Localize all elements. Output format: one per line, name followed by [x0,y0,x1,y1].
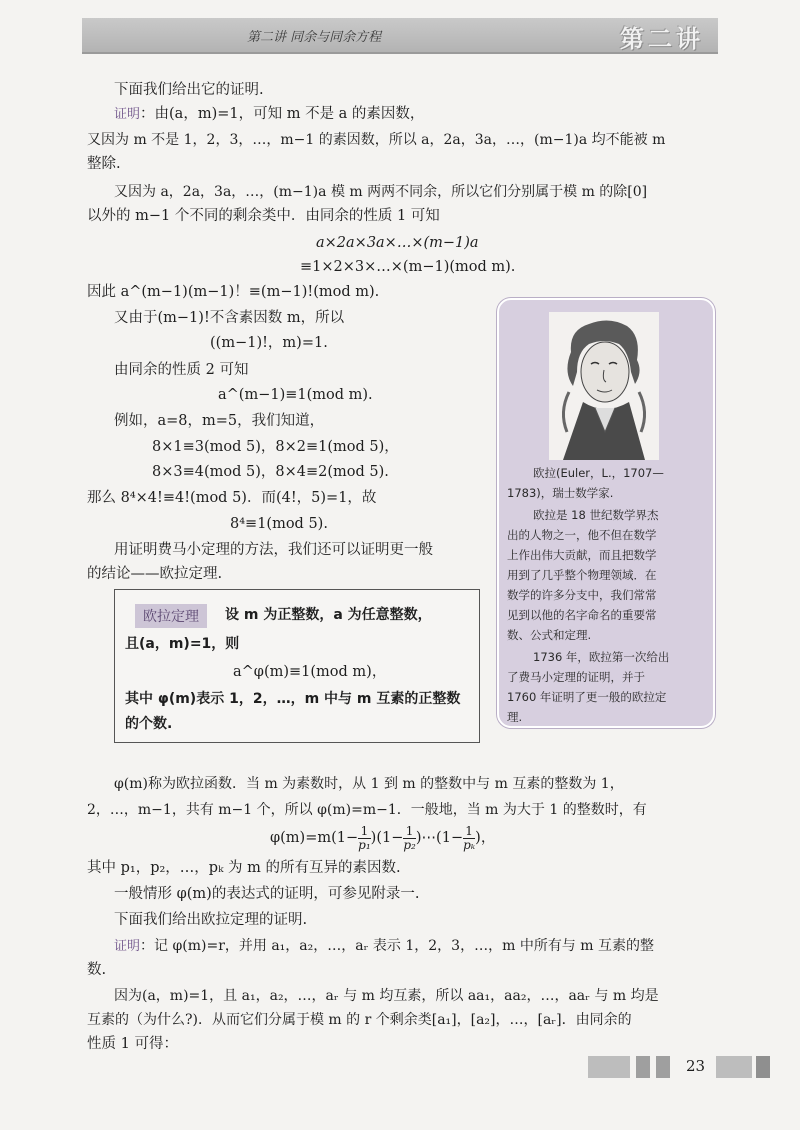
theorem-line: 的个数. [125,716,173,732]
sidebar-text: 理. [507,710,523,724]
denominator: pₖ [463,837,476,852]
proof-label: 证明 [114,939,141,954]
sidebar-text: 欧拉(Euler，L.，1707— [533,466,664,480]
formula-term: 1− [441,830,464,846]
text-line: 数. [87,962,107,978]
text-line: 由同余的性质 2 可知 [114,362,249,378]
sidebar-text: 1736 年，欧拉第一次给出 [533,650,670,664]
formula-term: 1− [336,830,359,846]
header-title: 第二讲 同余与同余方程 [247,30,382,45]
sidebar-text: 见到以他的名字命名的重要常 [507,608,657,622]
text-line: 因此 a^(m−1)(m−1)！≡(m−1)!(mod m). [87,284,380,300]
formula-line: ≡1×2×3×…×(m−1)(mod m). [300,259,516,275]
formula-term: 1− [382,830,404,846]
theorem-line: 其中 φ(m)表示 1，2，…，m 中与 m 互素的正整数 [125,691,461,707]
text-line: 互素的（为什么?)．从而它们分属于模 m 的 r 个剩余类[a₁]，[a₂]，…，[aᵣ]．由同余的 [87,1012,632,1028]
sidebar-text: 数学的许多分支中，我们常常 [507,588,657,602]
fraction [403,825,416,852]
formula-line: a^(m−1)≡1(mod m). [218,387,373,403]
theorem-formula: a^φ(m)≡1(mod m)， [233,664,387,680]
formula-line: ((m−1)!，m)=1. [210,335,328,351]
text-line: φ(m)称为欧拉函数．当 m 为素数时，从 1 到 m 的整数中与 m 互素的整数为 1， [114,776,624,792]
text-line: 例如，a=8，m=5，我们知道， [114,413,325,429]
footer-bar [636,1056,650,1078]
text-line: 下面我们给出它的证明. [114,82,264,98]
theorem-box [114,589,480,743]
sidebar-text: 欧拉是 18 世纪数学界杰 [533,508,659,522]
sidebar-text: 1783)，瑞士数学家. [507,486,614,500]
text-line: 又由于(m−1)!不含素因数 m，所以 [114,310,345,326]
sidebar-text: 用到了几乎整个物理领域．在 [507,568,657,582]
theorem-tag: 欧拉定理 [135,604,207,628]
text-line: 的结论——欧拉定理. [87,566,223,582]
euler-portrait [549,312,659,460]
sidebar-text: 数、公式和定理. [507,628,592,642]
sidebar-text: 1760 年证明了更一般的欧拉定 [507,690,667,704]
text-line: 以外的 m−1 个不同的剩余类中．由同余的性质 1 可知 [87,208,440,224]
page-header [82,18,718,54]
text-line: 整除. [87,156,121,172]
fraction [358,825,371,852]
denominator: p₂ [403,837,416,852]
text-line: 其中 p₁，p₂，…，pₖ 为 m 的所有互异的素因数. [87,860,401,876]
euler-sidebar [497,298,715,728]
text-line: 因为(a，m)=1，且 a₁，a₂，…，aᵣ 与 m 均互素，所以 aa₁，aa₂，…，aaᵣ 与 m 均是 [114,988,659,1004]
sidebar-text: 出的人物之一，他不但在数学 [507,528,657,542]
proof-line [114,104,424,125]
proof-text: ：记 φ(m)=r，并用 a₁，a₂，…，aᵣ 表示 1，2，3，…，m 中所有与 m 互素的整 [140,938,654,954]
numerator: 1 [463,825,475,839]
text-line: 又因为 a，2a，3a，…，(m−1)a 模 m 两两不同余，所以它们分别属于模 m 的除[0] [114,184,648,200]
text-line: 性质 1 可得： [87,1036,178,1052]
numerator: 1 [403,825,416,839]
formula-line: a×2a×3a×…×(m−1)a [316,235,479,251]
euler-phi-formula: φ(m)=m(1− $\frac{1}{\text{p₁}}$ )(1− $\frac{1}{\text{p₂}}$ )⋯(1− $\frac{1}{\text{pₖ}}$ )， [270,823,496,852]
text-line: 下面我们给出欧拉定理的证明. [114,912,308,928]
ellipsis: ⋯ [421,830,437,846]
formula-line: 8×3≡4(mod 5)，8×4≡2(mod 5). [152,464,389,480]
comma: ， [480,830,496,846]
text-line: 用证明费马小定理的方法，我们还可以证明更一般 [114,542,433,558]
footer-bar [588,1056,630,1078]
proof-line [114,936,654,957]
text-line: 2，…，m−1，共有 m−1 个，所以 φ(m)=m−1．一般地，当 m 为大于 1 的整数时，有 [87,802,647,818]
formula-line: 8⁴≡1(mod 5). [230,516,328,532]
proof-text: ：由(a，m)=1，可知 m 不是 a 的素因数， [140,106,425,122]
text-line: 那么 8⁴×4!≡4!(mod 5)．而(4!，5)=1，故 [87,490,377,506]
portrait-image [549,312,659,460]
denominator: p₁ [358,837,371,852]
sidebar-text: 上作出伟大贡献，而且把数学 [507,548,657,562]
proof-label: 证明 [114,107,141,122]
theorem-line: 且(a，m)=1，则 [125,636,240,652]
theorem-line: 设 m 为正整数，a 为任意整数， [225,607,432,623]
text-line: 又因为 m 不是 1，2，3，…，m−1 的素因数，所以 a，2a，3a，…，(m−1)a 均不能被 m [87,132,666,148]
footer-bar [756,1056,770,1078]
fraction [463,825,475,852]
sidebar-text: 了费马小定理的证明，并于 [507,670,645,684]
numerator: 1 [358,825,371,839]
text-line: 一般情形 φ(m)的表达式的证明，可参见附录一. [114,886,420,902]
formula-line: 8×1≡3(mod 5)，8×2≡1(mod 5)， [152,439,399,455]
formula-lhs: φ(m)=m [270,830,332,846]
page-number: 23 [686,1057,706,1075]
chapter-mark: 第二讲 [620,24,704,53]
footer-bar [716,1056,752,1078]
footer-bar [656,1056,670,1078]
